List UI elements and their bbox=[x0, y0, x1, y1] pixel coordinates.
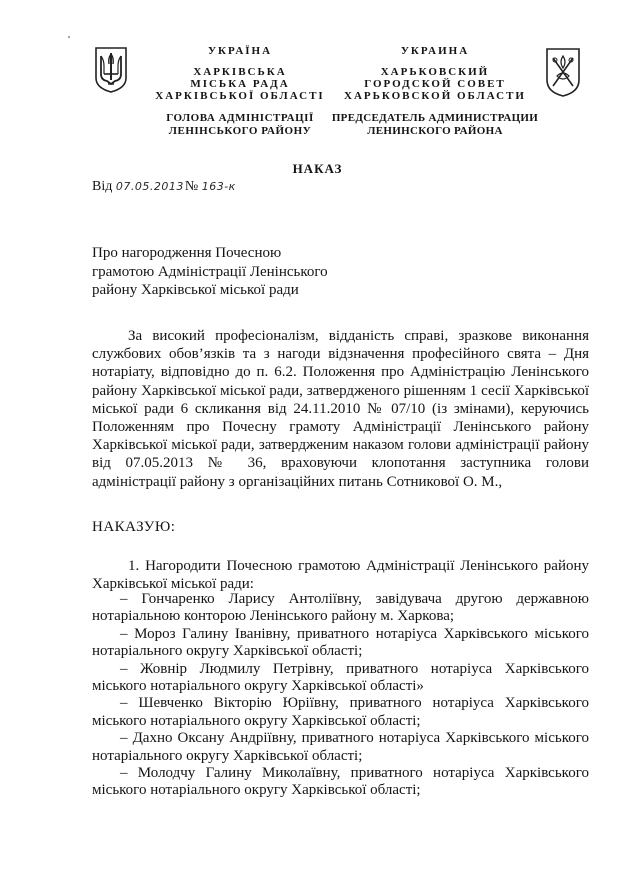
council-line-1: ХАРКІВСЬКА bbox=[193, 66, 287, 78]
order-item-1: 1. Нагородити Почесною грамотою Адміністрації Ленінського району Харківської міської ради: bbox=[92, 558, 589, 593]
awardees-list bbox=[92, 591, 589, 800]
council-line-3-ru: ХАРЬКОВСКОЙ ОБЛАСТИ bbox=[344, 90, 526, 102]
kharkiv-coat-of-arms-icon bbox=[543, 46, 583, 98]
subject-line: Про нагородження Почесною bbox=[92, 245, 282, 261]
position-line-1-ru: ПРЕДСЕДАТЕЛЬ АДМИНИСТРАЦИИ bbox=[331, 112, 539, 124]
subject-line: грамотою Адміністрації Ленінського bbox=[92, 263, 328, 280]
handwritten-date: 07.05.2013 bbox=[115, 180, 184, 193]
header-left bbox=[125, 45, 355, 138]
subject-block bbox=[92, 244, 392, 300]
subject-line: району Харківської міської ради bbox=[92, 282, 299, 298]
document-title: НАКАЗ bbox=[292, 161, 343, 176]
council-line-3: ХАРКІВСЬКОЇ ОБЛАСТІ bbox=[155, 90, 325, 102]
date-number-line bbox=[92, 179, 236, 195]
list-item: – Дахно Оксану Андріївну, приватного нотаріуса Харківського міського нотаріального округу Харківської області; bbox=[92, 730, 589, 764]
preamble-paragraph: За високий професіоналізм, відданість справі, зразкове виконання службових обов’язків та з нагоди відзначення професійного свята – Дня нотаріату, відповідно до п. 6.2. Положення про Адміністрацію Ленінського району Харківської міської ради, затвердженого рішенням 1 сесії Харківської міської ради 6 скликання від 24.11.2010 № 07/10 (із змінами), керуючись Положенням про Почесну грамоту Адміністрації Ленінського району Харківської міської ради, затвердженим наказом голови адміністрації району від 07.05.2013 № 36, враховуючи клопотання заступника голови адміністрації району з організаційних питань Сотникової О. М., bbox=[92, 328, 589, 490]
position-line-2: ЛЕНІНСЬКОГО РАЙОНУ bbox=[168, 125, 312, 137]
scan-speck bbox=[68, 36, 70, 38]
number-prefix: № bbox=[184, 179, 199, 194]
list-item: – Гончаренко Ларису Антоліївну, завідувача другою державною нотаріальною конторою Ленінського району м. Харкова; bbox=[92, 591, 589, 625]
handwritten-number: 163-к bbox=[201, 180, 236, 193]
list-item: – Молодчу Галину Миколаївну, приватного нотаріуса Харківського міського нотаріального округу Харківської області; bbox=[92, 765, 589, 799]
header-right bbox=[325, 45, 545, 138]
list-item: – Жовнір Людмилу Петрівну, приватного нотаріуса Харківського міського нотаріального округу Харківської області» bbox=[92, 660, 589, 695]
council-line-2-ru: ГОРОДСКОЙ СОВЕТ bbox=[364, 78, 506, 90]
list-item: – Шевченко Вікторію Юріївну, приватного нотаріуса Харківського міського нотаріального округу Харківської області; bbox=[92, 695, 589, 729]
position-line-2-ru: ЛЕНИНСКОГО РАЙОНА bbox=[367, 125, 503, 137]
list-item: – Мороз Галину Іванівну, приватного нотаріуса Харківського міського нотаріального округу Харківської області; bbox=[92, 625, 589, 660]
country-ua: УКРАЇНА bbox=[207, 45, 273, 57]
date-prefix: Від bbox=[92, 179, 113, 194]
council-line-1-ru: ХАРЬКОВСКИЙ bbox=[380, 66, 490, 78]
position-line-1: ГОЛОВА АДМІНІСТРАЦІЇ bbox=[166, 112, 314, 124]
council-line-2: МІСЬКА РАДА bbox=[190, 78, 290, 90]
order-word: НАКАЗУЮ: bbox=[92, 519, 176, 535]
ukraine-trident-icon bbox=[93, 44, 129, 94]
country-ru: УКРАИНА bbox=[400, 45, 470, 57]
